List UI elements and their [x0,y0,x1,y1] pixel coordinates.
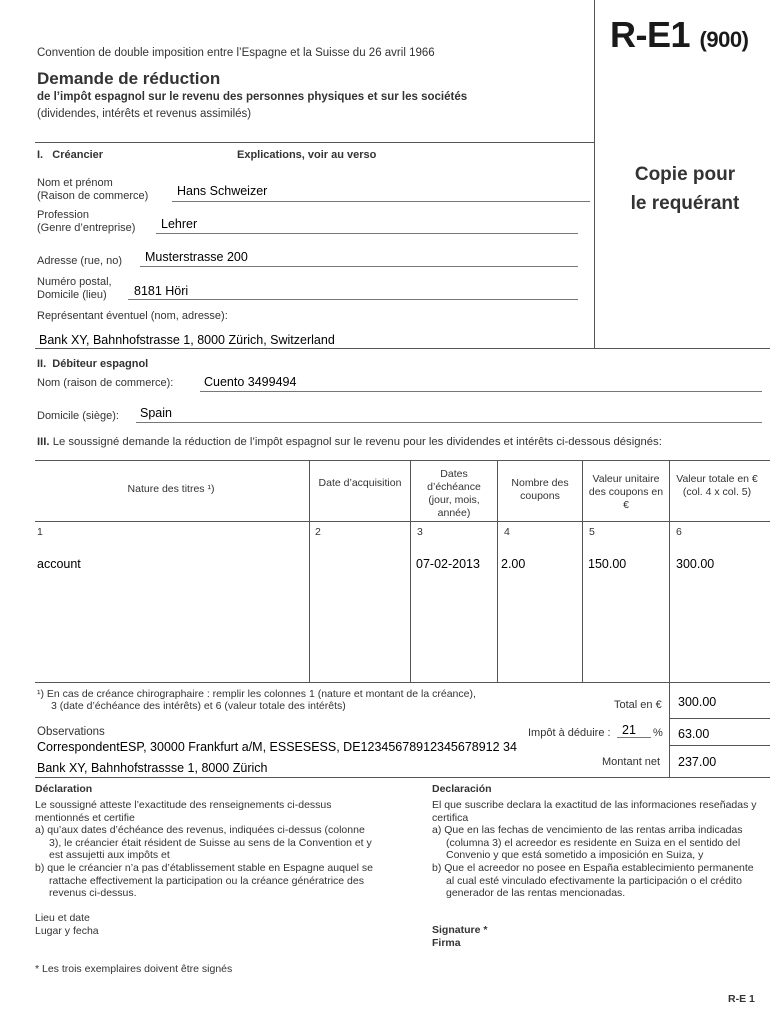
observations-line2[interactable]: Bank XY, Bahnhofstrassse 1, 8000 Zürich [37,761,268,775]
divider-section1 [35,142,594,143]
address-value[interactable]: Musterstrasse 200 [145,250,248,264]
declaration-es-b: b) Que el acreedor no posee en España establecimiento permanente al cual esté vinculado efectivamente la participación o el crédito generador de las rentas mencionadas. [432,861,754,900]
col-number-2: 2 [315,526,321,538]
copy-label-line2: le requérant [630,193,740,214]
table-col-sep-4 [582,460,583,682]
name-value[interactable]: Hans Schweizer [177,184,268,198]
declaration-es-intro: El que suscribe declara la exactitud de las informaciones reseñadas y certifica [432,799,757,824]
section3-number: III. [37,436,50,448]
declaration-fr-a: a) qu’aux dates d’échéance des revenus, indiquées ci-dessus (colonne 3), le créancier était résident de Suisse au sens de la Convention et y est assujetti aux impôts et [35,824,372,862]
declaration-fr-intro: Le soussigné atteste l’exactitude des renseignements ci-dessus mentionnés et certifie [35,799,332,824]
signature-label [432,924,487,949]
total-separator [669,718,770,719]
debtor-name-label: Nom (raison de commerce): [37,377,174,389]
profession-label-line1: Profession [37,209,89,221]
section1-heading: I. Créancier [37,149,104,161]
table-header-border [35,521,770,522]
col-header-nature: Nature des titres ¹) [127,483,215,495]
debtor-name-underline [200,391,762,392]
table-col-sep-5 [669,460,670,682]
declaration-es-heading: Declaración [432,783,492,795]
col-header-valeur-unitaire: Valeur unitaire des coupons en € [588,473,664,511]
lieu-date-fr: Lieu et date [35,912,90,924]
total-value[interactable]: 300.00 [678,695,717,709]
cell-valeur-totale[interactable]: 300.00 [676,557,715,571]
postal-label-line1: Numéro postal, [37,276,112,288]
postal-value[interactable]: 8181 Höri [134,284,189,298]
address-underline [140,266,578,267]
debtor-domicile-underline [136,422,762,423]
impot-value[interactable]: 63.00 [678,727,710,741]
page-subtitle: de l’impôt espagnol sur le revenu des personnes physiques et sur les sociétés [37,91,468,103]
address-label: Adresse (rue, no) [37,255,122,267]
footnote [37,688,476,712]
form-code [610,14,748,56]
convention-text: Convention de double imposition entre l’Espagne et la Suisse du 26 avril 1966 [37,47,435,59]
totals-bottom-border [35,777,770,778]
explications-note: Explications, voir au verso [237,149,377,161]
name-label [37,177,148,203]
divider-section2 [35,348,770,349]
col-number-5: 5 [589,526,595,538]
footnote-line1: ¹) En cas de créance chirographaire : remplir les colonnes 1 (nature et montant de la créance), [37,688,476,700]
impot-percent-underline [617,737,651,738]
col-number-1: 1 [37,526,43,538]
form-code-sub: (900) [699,27,749,52]
representative-value[interactable]: Bank XY, Bahnhofstrasse 1, 8000 Zürich, Switzerland [39,333,335,347]
observations-label: Observations [37,726,105,738]
page-title: Demande de réduction [37,69,221,88]
total-label: Total en € [614,699,662,711]
profession-underline [156,233,578,234]
signature-fr: Signature * [432,924,488,936]
cell-valeur-unitaire[interactable]: 150.00 [588,557,627,571]
col-number-4: 4 [504,526,510,538]
col-number-6: 6 [676,526,682,538]
table-col-sep-3 [497,460,498,682]
name-underline [172,201,590,202]
table-col-sep-2 [410,460,411,682]
lieu-date-es: Lugar y fecha [35,924,99,937]
copy-label [600,160,770,218]
col-header-acquisition: Date d’acquisition [318,477,402,489]
table-top-border [35,460,770,461]
montant-label: Montant net [602,756,661,768]
impot-separator [669,745,770,746]
declaration-fr-heading: Déclaration [35,783,93,795]
profession-value[interactable]: Lehrer [161,217,198,231]
profession-label-line2: (Genre d’entreprise) [37,222,136,234]
impot-label: Impôt à déduire : [528,727,611,739]
section3-text: Le soussigné demande la réduction de l’impôt espagnol sur le revenu pour les dividendes et intérêts ci-dessous désignés: [49,436,662,448]
name-label-line1: Nom et prénom [37,177,113,189]
impot-percent[interactable]: 21 [622,723,636,737]
page-subtitle-2: (dividendes, intérêts et revenus assimilés) [37,108,252,120]
section2-heading: II. Débiteur espagnol [37,358,149,370]
cell-nature[interactable]: account [37,557,81,571]
percent-sign: % [653,727,663,739]
section3-heading [37,436,662,448]
footer-note: * Les trois exemplaires doivent être signés [35,963,233,975]
lieu-date-label [35,912,99,937]
table-col-sep-1 [309,460,310,682]
declaration-fr-body [35,799,375,900]
totals-col-sep [669,682,670,778]
copy-label-line1: Copie pour [634,164,736,185]
col-header-valeur-totale: Valeur totale en € (col. 4 x col. 5) [676,473,758,498]
page-code: R-E 1 [728,993,755,1005]
debtor-domicile-label: Domicile (siège): [37,410,119,422]
profession-label [37,209,135,235]
right-column-divider [594,0,595,348]
cell-echeance[interactable]: 07-02-2013 [416,557,480,571]
debtor-name-value[interactable]: Cuento 3499494 [204,375,297,389]
declaration-es-a: a) Que en las fechas de vencimiento de las rentas arriba indicadas (columna 3) el acreedor es residente en Suiza en el sentido del Convenio y que está sometido a imposición en Suiza, y [432,824,743,862]
cell-nombre[interactable]: 2.00 [501,557,526,571]
col-header-nombre: Nombre des coupons [511,477,569,502]
col-header-echeance: Dates d’échéance (jour, mois, année) [427,468,481,519]
representative-label: Représentant éventuel (nom, adresse): [37,310,228,322]
montant-value[interactable]: 237.00 [678,755,717,769]
declaration-es-body [432,799,762,900]
postal-label-line2: Domicile (lieu) [37,289,107,301]
table-bottom-border [35,682,770,683]
form-code-main: R-E1 [610,14,691,55]
debtor-domicile-value[interactable]: Spain [140,406,172,420]
name-label-line2: (Raison de commerce) [37,190,149,202]
declaration-fr-b: b) que le créancier n’a pas d’établissement stable en Espagne auquel se rattache effectivement la participation ou la créance génératrice des revenus ci-dessus. [35,861,373,900]
footnote-line2: 3 (date d’échéance des intérêts) et 6 (valeur totale des intérêts) [51,700,346,712]
observations-line1[interactable]: CorrespondentESP, 30000 Frankfurt a/M, ESSESESS, DE12345678912345678912 34 [37,740,517,754]
postal-label [37,276,112,302]
col-number-3: 3 [417,526,423,538]
signature-es: Firma [432,936,461,949]
postal-underline [128,299,578,300]
